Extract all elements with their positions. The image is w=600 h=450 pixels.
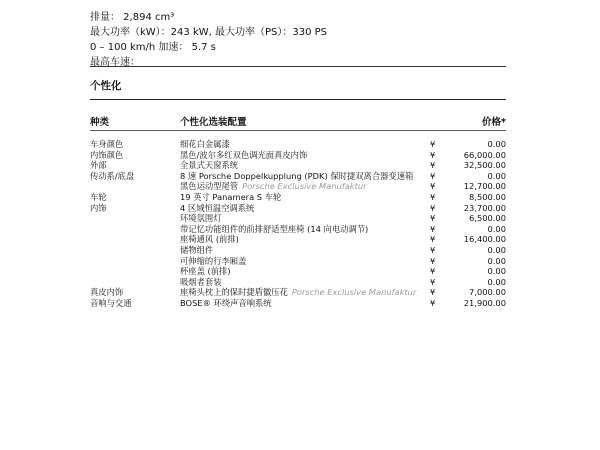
row-category — [90, 256, 180, 267]
price-amount: 0.00 — [487, 276, 506, 287]
row-item — [180, 171, 420, 182]
row-item-text: 座椅头枕上的保时捷盾徽压花 — [180, 287, 288, 298]
price-amount: 0.00 — [487, 139, 506, 149]
row-item-text: 储物组件 — [180, 244, 214, 255]
table-row — [90, 245, 506, 256]
row-price — [420, 192, 506, 203]
table-row — [90, 213, 506, 224]
row-price — [420, 224, 506, 235]
table-row — [90, 150, 506, 161]
currency-symbol: ¥ — [430, 181, 436, 192]
price-amount: 0.00 — [487, 266, 506, 277]
table-row — [90, 277, 506, 288]
row-item-text: 带记忆功能组件的前排舒适型座椅 (14 向电动调节) — [180, 223, 369, 234]
table-row — [90, 224, 506, 235]
currency-symbol: ¥ — [430, 149, 436, 160]
currency-symbol: ¥ — [430, 213, 436, 224]
price-amount: 32,500.00 — [463, 160, 506, 171]
currency-symbol: ¥ — [430, 276, 436, 287]
row-item — [180, 160, 420, 171]
row-price — [420, 256, 506, 267]
table-row — [90, 192, 506, 203]
row-category — [90, 245, 180, 256]
section-divider — [90, 99, 506, 100]
table-row — [90, 298, 506, 309]
price-amount: 0.00 — [487, 170, 506, 181]
power-spec: 最大功率（kW）：243 kW, 最大功率（PS）：330 PS — [90, 27, 328, 38]
row-item — [180, 298, 420, 309]
row-item — [180, 277, 420, 288]
row-item — [180, 234, 420, 245]
section-title: 个性化 — [90, 66, 506, 95]
price-amount: 0.00 — [487, 255, 506, 266]
header-price: 价格* — [482, 117, 506, 128]
row-item-text: 黑色运动型尾管 — [180, 181, 239, 192]
row-item-text: 可伸缩的行李厢盖 — [180, 255, 247, 266]
row-price — [420, 203, 506, 214]
row-price — [420, 298, 506, 309]
currency-symbol: ¥ — [430, 244, 436, 255]
row-item-text: 杯座盖 (前排) — [180, 266, 231, 277]
currency-symbol: ¥ — [430, 255, 436, 266]
row-item-text: 吸烟者套装 — [180, 276, 222, 287]
row-item-text: BOSE® 环绕声音响系统 — [180, 297, 272, 308]
row-item — [180, 266, 420, 277]
row-item-text: 黑色/波尔多红双色调光面真皮内饰 — [180, 149, 308, 160]
row-category: 真皮内饰 — [90, 287, 124, 298]
currency-symbol: ¥ — [430, 287, 436, 298]
price-amount: 66,000.00 — [463, 149, 506, 160]
row-item-text: 细花白金属漆 — [180, 139, 230, 149]
row-category — [90, 277, 180, 288]
table-header — [90, 114, 506, 128]
row-price — [420, 266, 506, 277]
currency-symbol: ¥ — [430, 202, 436, 213]
currency-symbol: ¥ — [430, 139, 436, 149]
spec-summary — [90, 10, 510, 70]
price-amount: 0.00 — [487, 223, 506, 234]
currency-symbol: ¥ — [430, 266, 436, 277]
table-row — [90, 234, 506, 245]
price-amount: 7,000.00 — [469, 287, 506, 298]
row-item-text: 全景式天窗系统 — [180, 160, 239, 171]
row-price — [420, 160, 506, 171]
top-speed-spec: 最高车速： — [90, 57, 140, 68]
row-item-note: Porsche Exclusive Manufaktur — [242, 181, 367, 192]
currency-symbol: ¥ — [430, 223, 436, 234]
table-row — [90, 171, 506, 182]
row-item — [180, 213, 420, 224]
row-price — [420, 245, 506, 256]
currency-symbol: ¥ — [430, 170, 436, 181]
row-item-text: 4 区域恒温空调系统 — [180, 202, 255, 213]
row-item — [180, 287, 420, 298]
row-price — [420, 150, 506, 161]
table-row — [90, 287, 506, 298]
row-category: 音响与交通 — [90, 297, 132, 308]
row-item — [180, 203, 420, 214]
row-category — [90, 181, 180, 192]
table-row — [90, 160, 506, 171]
row-category — [90, 234, 180, 245]
price-amount: 8,500.00 — [469, 191, 506, 202]
options-table — [90, 139, 506, 309]
price-amount: 21,900.00 — [463, 297, 506, 308]
acceleration-spec: 0 – 100 km/h 加速： 5.7 s — [90, 42, 216, 53]
row-item-text: 座椅通风 (前排) — [180, 234, 239, 245]
row-price — [420, 181, 506, 192]
currency-symbol: ¥ — [430, 160, 436, 171]
header-category: 种类 — [90, 117, 110, 128]
personalization-section — [90, 66, 506, 309]
currency-symbol: ¥ — [430, 191, 436, 202]
row-price — [420, 171, 506, 182]
table-row — [90, 203, 506, 214]
row-category — [90, 266, 180, 277]
price-amount: 16,400.00 — [463, 234, 506, 245]
row-item-text: 19 英寸 Panamera S 车轮 — [180, 191, 282, 202]
row-price — [420, 139, 506, 150]
row-category: 车轮 — [90, 191, 107, 202]
row-item — [180, 181, 420, 192]
row-item — [180, 192, 420, 203]
price-amount: 12,700.00 — [463, 181, 506, 192]
currency-symbol: ¥ — [430, 234, 436, 245]
row-category — [90, 213, 180, 224]
row-price — [420, 277, 506, 288]
table-row — [90, 181, 506, 192]
row-category: 车身颜色 — [90, 139, 124, 149]
displacement-spec: 排量： 2,894 cm³ — [90, 12, 175, 23]
row-category: 传动系/底盘 — [90, 170, 135, 181]
row-price — [420, 213, 506, 224]
row-item — [180, 245, 420, 256]
row-price — [420, 234, 506, 245]
price-amount: 6,500.00 — [469, 213, 506, 224]
row-item — [180, 150, 420, 161]
row-category — [90, 224, 180, 235]
header-item: 个性化选装配置 — [180, 117, 247, 128]
row-item-note: Porsche Exclusive Manufaktur — [291, 287, 417, 298]
row-price — [420, 287, 506, 298]
table-row — [90, 266, 506, 277]
currency-symbol: ¥ — [430, 297, 436, 308]
price-amount: 0.00 — [487, 244, 506, 255]
row-item — [180, 256, 420, 267]
row-item — [180, 224, 420, 235]
row-category: 外部 — [90, 160, 107, 171]
row-item-text: 环境氛围灯 — [180, 213, 222, 224]
row-category: 内饰 — [90, 202, 107, 213]
row-item-text: 8 速 Porsche Doppelkupplung (PDK) 保时捷双离合器变速箱 — [180, 170, 414, 181]
price-amount: 23,700.00 — [463, 202, 506, 213]
table-row — [90, 139, 506, 150]
table-row — [90, 256, 506, 267]
row-category: 内饰颜色 — [90, 149, 124, 160]
row-item — [180, 139, 420, 150]
header-divider — [90, 130, 506, 131]
